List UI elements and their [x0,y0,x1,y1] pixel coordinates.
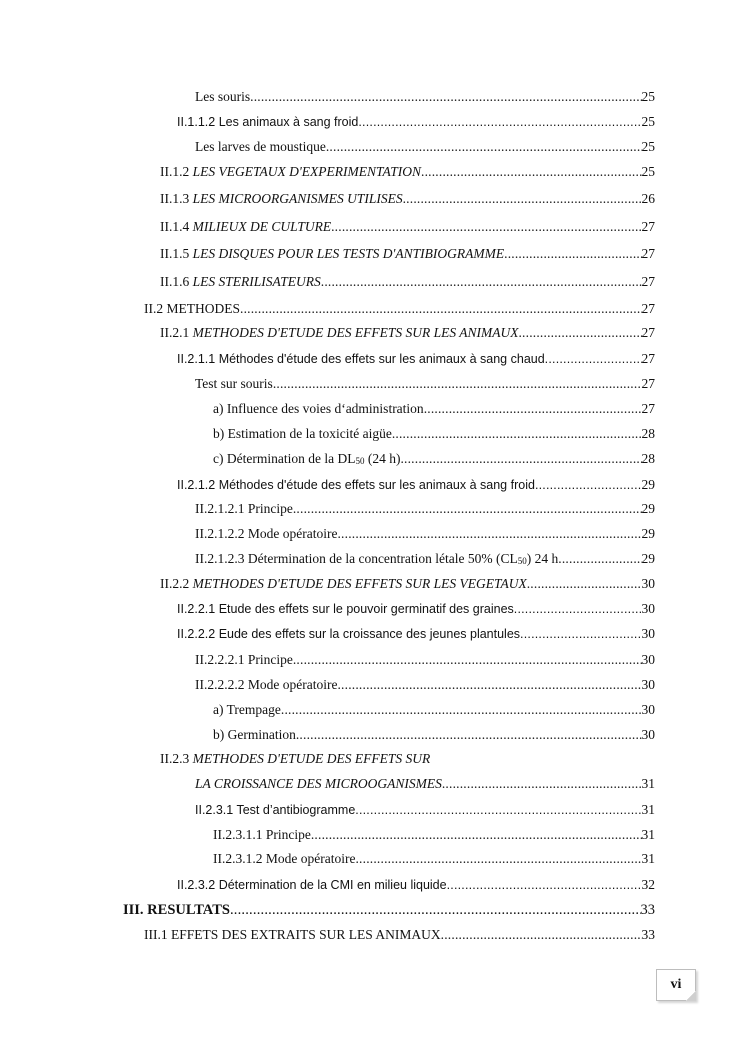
toc-entry-label: b) Estimation de la toxicité aigüe [213,426,392,441]
toc-entry-label: II.1.1.2 Les animaux à sang froid [177,115,359,129]
toc-entry [213,850,655,868]
toc-page-number: 29 [641,551,655,566]
toc-entry [177,476,655,494]
toc-entry-label: Test sur souris [195,376,273,391]
toc-entry-label: II.2.1.1 Méthodes d'étude des effets sur les animaux à sang chaud [177,352,545,366]
toc-entry-label: II.2.1.2.2 Mode opératoire [195,526,338,541]
toc-entry-label: II.2.2.1 Etude des effets sur le pouvoir germinatif des graines [177,602,514,616]
toc-page-number: 25 [641,114,655,129]
toc-entry [213,826,655,844]
toc-entry [177,876,655,894]
section-title: LES MICROORGANISMES UTILISES [192,191,403,206]
toc-entry [160,218,655,236]
toc-entry-label [160,575,527,593]
dot-leader [535,476,642,494]
toc-page-number: 29 [641,477,655,492]
toc-entry [195,550,655,568]
toc-entry-label [160,218,331,236]
dot-leader [326,138,642,156]
section-title: METHODES D'ETUDE DES EFFETS SUR LES ANIMAUX [192,325,519,340]
section-title: LES DISQUES POUR LES TESTS D'ANTIBIOGRAMME [192,246,505,261]
toc-page-number: 25 [641,89,655,104]
toc-entry-label: II.2.3.1 Test d’antibiogramme [195,803,356,817]
dot-leader [400,450,641,468]
dot-leader [311,826,642,844]
toc-entry-label: Les larves de moustique [195,139,326,154]
toc-page-number: 27 [641,325,655,340]
toc-entry [177,350,655,368]
dot-leader [514,600,642,618]
dot-leader [250,88,641,106]
dot-leader [296,726,642,744]
toc-entry-label: II.2 METHODES [144,301,240,316]
dot-leader [230,901,641,919]
section-number: II.1.2 [160,164,190,179]
toc-page-number: 29 [641,526,655,541]
toc-page-number: 30 [641,727,655,742]
toc-page-number: 27 [641,301,655,316]
toc-page-number: 31 [641,827,655,842]
dot-leader [358,113,641,131]
toc-entry [195,138,655,156]
dot-leader [441,926,642,944]
toc-entry-label [160,273,321,291]
toc-entry [213,701,655,719]
toc-page-number: 29 [641,501,655,516]
section-title: METHODES D'ETUDE DES EFFETS SUR [192,751,431,766]
section-title: LES VEGETAUX D'EXPERIMENTATION [192,164,421,179]
toc-entry-label [160,163,421,181]
toc-entry [160,190,655,208]
toc-entry [195,801,655,819]
toc-page-number: 27 [641,274,655,289]
toc-page-number: 30 [641,576,655,591]
toc-entry [213,726,655,744]
dot-leader [447,876,642,894]
toc-entry [177,600,655,618]
dot-leader [281,701,642,719]
toc-entry [195,676,655,694]
section-number: II.1.6 [160,274,190,289]
dot-leader [331,218,641,236]
toc-entry [195,525,655,543]
toc-entry [195,651,655,669]
toc-entry-label: Les souris [195,89,251,104]
dot-leader [293,500,642,518]
toc-entry [213,450,655,468]
toc-page-number: 27 [641,401,655,416]
toc-entry-heading [160,750,655,768]
subscript: 50 [355,456,365,466]
toc-entry-label: b) Germination [213,727,296,742]
toc-entry-label [195,550,558,568]
toc-entry [195,775,655,793]
subscript: 50 [517,556,527,566]
section-number: II.1.5 [160,246,190,261]
toc-entry-label [195,775,442,793]
dot-leader [518,324,641,342]
toc-entry-label: III.1 EFFETS DES EXTRAITS SUR LES ANIMAUX [144,927,441,942]
toc-entry-label: a) Trempage [213,702,281,717]
toc-page-number: 30 [641,626,655,641]
toc-entry-label [160,245,504,263]
toc-page-number: 33 [641,927,655,942]
toc-page-number: 28 [641,426,655,441]
dot-leader [545,350,642,368]
toc-entry [123,901,655,919]
dot-leader [504,245,641,263]
toc-page-number: 27 [641,376,655,391]
dot-leader [355,850,641,868]
toc-entry-label: II.2.3.1.2 Mode opératoire [213,851,356,866]
toc-entry-label [160,750,430,768]
toc-entry-label: II.2.2.2 Eude des effets sur la croissance des jeunes plantules [177,627,521,641]
section-number: II.1.4 [160,219,190,234]
toc-page-number: 26 [641,191,655,206]
dot-leader [273,375,642,393]
dot-leader [424,400,642,418]
toc-entry [195,375,655,393]
page-number-badge: vi [656,969,696,1001]
dot-leader [558,550,641,568]
section-title: LA CROISSANCE DES MICROOGANISMES [195,776,442,791]
label-text: ) 24 h [526,551,559,566]
toc-entry [160,575,655,593]
toc-page-number: 25 [641,139,655,154]
toc-page-number: 27 [641,219,655,234]
toc-entry-label [160,324,518,342]
section-title: MILIEUX DE CULTURE [192,219,332,234]
toc-entry [160,245,655,263]
toc-page-number: 31 [641,776,655,791]
toc-entry [177,113,655,131]
toc-entry [160,273,655,291]
toc-page-number: 27 [641,246,655,261]
toc-page-number: 31 [641,802,655,817]
toc-page-number: 27 [641,351,655,366]
toc-page-number: 30 [641,702,655,717]
toc-entry-label [160,190,403,208]
section-number: II.2.1 [160,325,190,340]
toc-entry-label: a) Influence des voies d‘administration [213,401,424,416]
section-number: II.2.3 [160,751,190,766]
dot-leader [520,625,641,643]
toc-page-number: 28 [641,451,655,466]
toc-entry [160,324,655,342]
dot-leader [337,676,641,694]
toc-page-number: 30 [641,677,655,692]
toc-page-number: 30 [641,601,655,616]
dot-leader [293,651,642,669]
toc-entry [195,500,655,518]
toc-entry-label [213,450,400,468]
toc-page-number: 31 [641,851,655,866]
section-title: LES STERILISATEURS [192,274,321,289]
section-title: METHODES D'ETUDE DES EFFETS SUR LES VEGETAUX [192,576,527,591]
toc-page-number: 30 [641,652,655,667]
section-number: II.1.3 [160,191,190,206]
dot-leader [321,273,642,291]
toc-entry-label: II.2.1.2 Méthodes d'étude des effets sur les animaux à sang froid [177,478,535,492]
dot-leader [527,575,642,593]
toc-entry [177,625,655,643]
section-number: II.2.2 [160,576,190,591]
toc-entry-label: II.2.3.1.1 Principe [213,827,311,842]
dot-leader [403,190,642,208]
dot-leader [355,801,641,819]
toc-entry [160,163,655,181]
toc-page-number: 25 [641,164,655,179]
label-text: c) Détermination de la DL [213,451,356,466]
toc-entry-label: II.2.3.2 Détermination de la CMI en milieu liquide [177,878,447,892]
toc-entry [144,926,655,944]
dot-leader [392,425,642,443]
toc-page-number: 33 [640,902,655,918]
toc-page-number: 32 [641,877,655,892]
toc-entry-label: II.2.1.2.1 Principe [195,501,293,516]
toc-entry-label: II.2.2.2.1 Principe [195,652,293,667]
toc-entry [213,400,655,418]
toc-entry [213,425,655,443]
toc-entry [195,88,655,106]
toc-entry [144,300,655,318]
dot-leader [421,163,642,181]
toc-entry-label: II.2.2.2.2 Mode opératoire [195,677,338,692]
dot-leader [240,300,642,318]
dot-leader [337,525,641,543]
toc-entry-label: III. RESULTATS [123,902,230,918]
label-text: II.2.1.2.3 Détermination de la concentration létale 50% (CL [195,551,518,566]
dot-leader [442,775,642,793]
label-text: (24 h) [364,451,401,466]
